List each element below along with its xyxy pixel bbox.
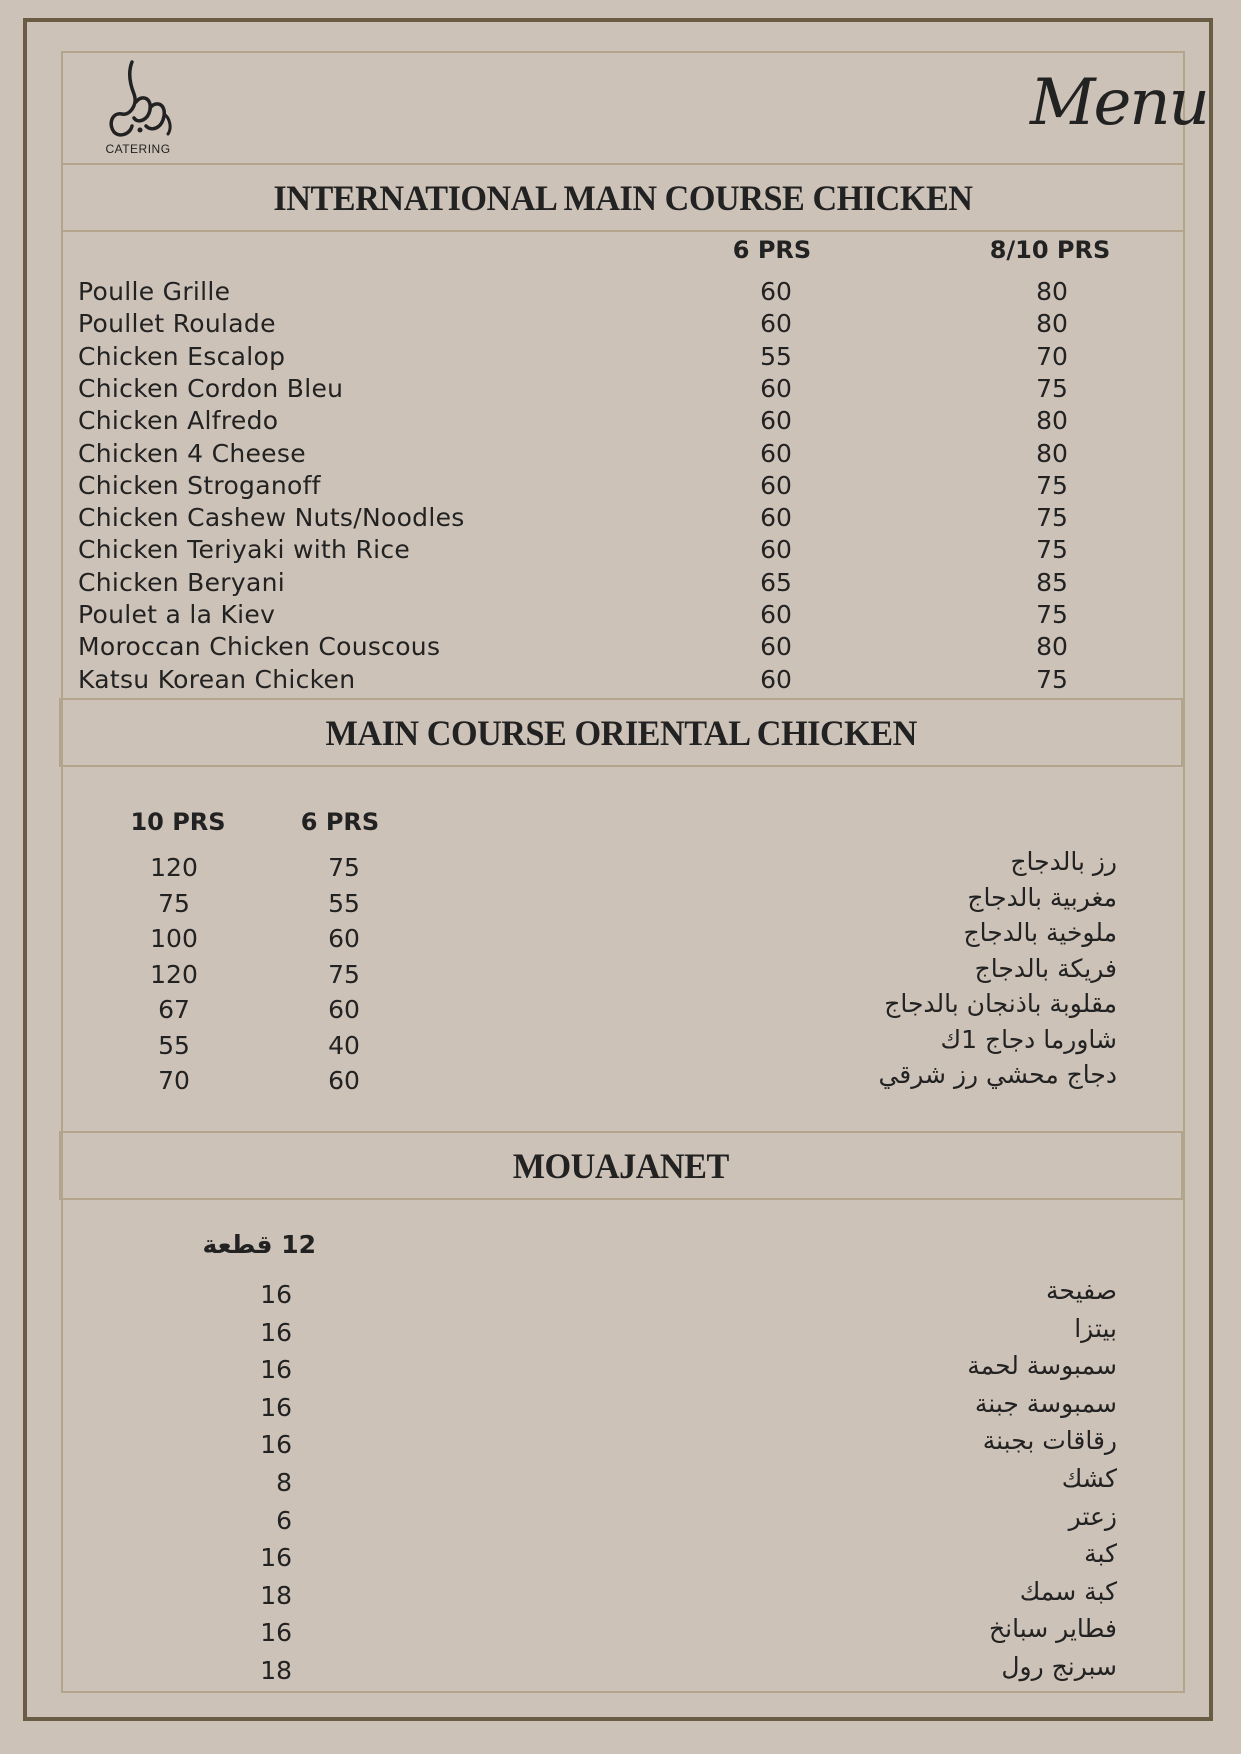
dish-name: Chicken Cashew Nuts/Noodles — [78, 503, 465, 533]
dish-name-arabic: فريكة بالدجاج — [974, 953, 1117, 983]
dish-name: Moroccan Chicken Couscous — [78, 632, 441, 662]
price-8-10prs: 85 — [1036, 567, 1068, 597]
price-6prs: 60 — [328, 924, 360, 953]
table-row — [78, 665, 1158, 697]
dish-name-arabic: شاورما دجاج 1ك — [940, 1024, 1117, 1054]
table-row — [78, 568, 1158, 600]
pastry-name-arabic: كبة سمك — [1019, 1576, 1117, 1606]
price-6prs: 55 — [328, 888, 360, 918]
price-8-10prs: 70 — [1036, 341, 1068, 371]
price-6prs: 60 — [760, 664, 792, 694]
dish-name-arabic: مغربية بالدجاج — [967, 882, 1117, 912]
price-6prs: 60 — [760, 632, 792, 662]
price-12-pieces: 16 — [260, 1355, 292, 1385]
dish-name-arabic: مقلوبة باذنجان بالدجاج — [884, 989, 1117, 1018]
table-row — [78, 406, 1158, 438]
price-8-10prs: 80 — [1036, 406, 1068, 436]
pastry-name-arabic: رقاقات بجبنة — [982, 1426, 1117, 1456]
col-head-12-pieces: 12 قطعة — [202, 1230, 316, 1259]
price-6prs: 55 — [760, 341, 792, 371]
price-12-pieces: 18 — [260, 1580, 292, 1610]
price-6prs: 60 — [328, 995, 360, 1024]
pastry-name-arabic: سبرنج رول — [1001, 1652, 1117, 1681]
dish-name: Chicken Cordon Bleu — [78, 373, 344, 403]
table-row — [78, 439, 1158, 471]
price-6prs: 60 — [760, 470, 792, 500]
table-row — [78, 471, 1158, 503]
table-row — [78, 309, 1158, 341]
price-12-pieces: 16 — [260, 1543, 292, 1573]
dish-name: Poulle Grille — [78, 277, 231, 306]
dish-name: Chicken Alfredo — [78, 406, 279, 436]
pastry-name-arabic: سمبوسة جبنة — [974, 1388, 1117, 1418]
price-12-pieces: 16 — [260, 1280, 292, 1309]
price-8-10prs: 75 — [1036, 470, 1068, 500]
price-10prs: 120 — [150, 959, 198, 989]
price-8-10prs: 80 — [1036, 438, 1068, 468]
pastry-name-arabic: فطاير سبانخ — [989, 1614, 1117, 1644]
price-8-10prs: 75 — [1036, 503, 1068, 533]
price-12-pieces: 16 — [260, 1430, 292, 1460]
section-title: MAIN COURSE ORIENTAL CHICKEN — [325, 712, 917, 753]
table-row — [78, 535, 1158, 567]
table-row — [78, 374, 1158, 406]
table-row — [78, 342, 1158, 374]
price-6prs: 60 — [760, 277, 792, 306]
price-10prs: 70 — [158, 1066, 190, 1095]
price-6prs: 60 — [760, 373, 792, 403]
price-8-10prs: 80 — [1036, 309, 1068, 339]
pastry-name-arabic: كشك — [1061, 1464, 1117, 1493]
dish-name: Katsu Korean Chicken — [78, 664, 356, 694]
section-header-international — [61, 163, 1185, 232]
col-head-6prs: 6 PRS — [732, 236, 812, 264]
dish-name: Poulet a la Kiev — [78, 600, 276, 629]
dish-name: Chicken Beryani — [78, 567, 285, 597]
menu-title-text: Menu — [1030, 66, 1208, 140]
price-6prs: 60 — [760, 600, 792, 629]
menu-title — [1030, 56, 1208, 151]
price-6prs: 60 — [760, 406, 792, 436]
pastry-name-arabic: سمبوسة لحمة — [967, 1351, 1117, 1381]
dish-name-arabic: ملوخية بالدجاج — [963, 918, 1117, 947]
section-title: MOUAJANET — [512, 1145, 730, 1186]
price-12-pieces: 16 — [260, 1392, 292, 1422]
dish-name-arabic: دجاج محشي رز شرقي — [878, 1060, 1117, 1089]
section-header-mouajanet — [59, 1131, 1183, 1200]
price-6prs: 60 — [760, 438, 792, 468]
col-head-10prs: 10 PRS — [130, 808, 226, 836]
price-8-10prs: 80 — [1036, 277, 1068, 306]
dish-name: Chicken Escalop — [78, 341, 286, 371]
pastry-name-arabic: زعتر — [1068, 1501, 1117, 1531]
price-8-10prs: 75 — [1036, 664, 1068, 694]
table-row — [78, 632, 1158, 664]
price-6prs: 75 — [328, 959, 360, 989]
price-12-pieces: 6 — [276, 1505, 292, 1535]
pastry-name-arabic: كبة — [1084, 1539, 1117, 1569]
price-10prs: 100 — [150, 924, 198, 953]
table-row — [78, 277, 1158, 309]
table-row — [78, 503, 1158, 535]
logo-text: CATERING — [105, 142, 171, 156]
price-8-10prs: 75 — [1036, 600, 1068, 629]
price-8-10prs: 75 — [1036, 373, 1068, 403]
price-12-pieces: 16 — [260, 1317, 292, 1347]
price-6prs: 65 — [760, 567, 792, 597]
pastry-name-arabic: بيتزا — [1074, 1313, 1117, 1343]
dish-name: Chicken 4 Cheese — [78, 438, 306, 468]
dish-name-arabic: رز بالدجاج — [1010, 847, 1117, 876]
col-head-6prs-oriental: 6 PRS — [300, 808, 380, 836]
price-10prs: 75 — [158, 888, 190, 918]
price-6prs: 60 — [328, 1066, 360, 1095]
price-12-pieces: 8 — [276, 1468, 292, 1497]
price-8-10prs: 80 — [1036, 632, 1068, 662]
price-6prs: 75 — [328, 853, 360, 882]
price-6prs: 60 — [760, 309, 792, 339]
price-6prs: 40 — [328, 1030, 360, 1060]
price-6prs: 60 — [760, 535, 792, 565]
price-10prs: 120 — [150, 853, 198, 882]
price-6prs: 60 — [760, 503, 792, 533]
price-10prs: 67 — [158, 995, 190, 1024]
logo-calligraphy-icon — [100, 58, 176, 142]
price-8-10prs: 75 — [1036, 535, 1068, 565]
col-head-8-10prs: 8/10 PRS — [989, 236, 1111, 264]
price-12-pieces: 16 — [260, 1618, 292, 1648]
dish-name: Chicken Stroganoff — [78, 470, 321, 500]
pastry-name-arabic: صفيحة — [1046, 1276, 1117, 1305]
dish-name: Chicken Teriyaki with Rice — [78, 535, 411, 565]
section-header-oriental — [59, 698, 1183, 767]
table-row — [78, 600, 1158, 632]
catering-logo — [100, 58, 176, 158]
price-12-pieces: 18 — [260, 1656, 292, 1685]
dish-name: Poullet Roulade — [78, 309, 276, 339]
price-10prs: 55 — [158, 1030, 190, 1060]
section-title: INTERNATIONAL MAIN COURSE CHICKEN — [273, 177, 973, 218]
